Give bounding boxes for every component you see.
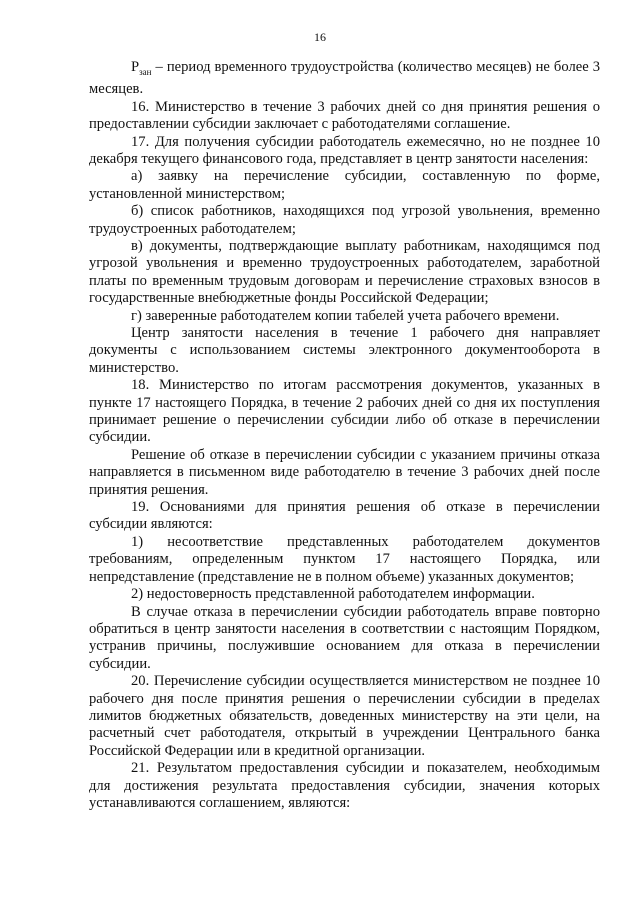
paragraph-refusal-case: В случае отказа в перечислении субсидии работодатель вправе повторно обратиться в центр занятости населения в соответствии с настоящим Порядком, устранив причины, послужившие основанием для отказа в перечислении субсидии.	[89, 603, 600, 672]
paragraph-17: 17. Для получения субсидии работодатель ежемесячно, но не позднее 10 декабря текущего финансового года, представляет в центр занятости населения:	[89, 133, 600, 167]
paragraph-refusal-decision: Решение об отказе в перечислении субсидии с указанием причины отказа направляется в письменном виде работодателю в течение 3 рабочих дней после принятия решения.	[89, 446, 600, 498]
paragraph-20: 20. Перечисление субсидии осуществляется министерством не позднее 10 рабочего дня после принятия решения о перечислении субсидии в пределах лимитов бюджетных обязательств, доведенных министерству на эти цели, на расчетный счет работодателя, открытый в учреждении Центрального банка Российской Федерации или в кредитной организации.	[89, 673, 600, 759]
list-item-1: 1) несоответствие представленных работодателем документов требованиям, определенным пунктом 17 настоящего Порядка, или непредставление (представление не в полном объеме) указанных документов;	[89, 533, 600, 585]
paragraph-19: 19. Основаниями для принятия решения об отказе в перечислении субсидии являются:	[89, 499, 600, 533]
list-item-a: а) заявку на перечисление субсидии, составленную по форме, установленной министерством;	[89, 168, 600, 202]
period-symbol: $Р_{зан}$	[131, 59, 152, 77]
paragraph-symbol-definition: $Р_{зан}$ – период временного трудоустройства (количество месяцев) не более 3 месяцев.	[89, 59, 600, 98]
list-item-g: г) заверенные работодателем копии табелей учета рабочего времени.	[131, 307, 560, 324]
list-item-v: в) документы, подтверждающие выплату работникам, находящимся под угрозой увольнения и временно трудоустроенных работодателем, заработной платы по временным трудовым договорам и перечисление страховых взносов в государственные внебюджетные фонды Российской Федерации;	[89, 237, 600, 307]
list-item-b: б) список работников, находящихся под угрозой увольнения, временно трудоустроенных работодателем;	[89, 203, 600, 237]
paragraph-18: 18. Министерство по итогам рассмотрения документов, указанных в пункте 17 настоящего Порядка, в течение 2 рабочих дней со дня их поступления принимает решение о перечислении субсидии либо об отказе в перечислении субсидии.	[89, 377, 600, 446]
list-item-2: 2) недостоверность представленной работодателем информации.	[131, 586, 535, 603]
paragraph-21: 21. Результатом предоставления субсидии и показателем, необходимым для достижения результата предоставления субсидии, значения которых устанавливаются соглашением, являются:	[89, 760, 600, 811]
document-body	[89, 59, 600, 812]
paragraph-employment-center: Центр занятости населения в течение 1 рабочего дня направляет документы с использованием системы электронного документооборота в министерство.	[89, 325, 600, 376]
paragraph-16: 16. Министерство в течение 3 рабочих дней со дня принятия решения о предоставлении субсидии заключает с работодателями соглашение.	[89, 98, 600, 133]
page-number: 16	[314, 30, 326, 44]
